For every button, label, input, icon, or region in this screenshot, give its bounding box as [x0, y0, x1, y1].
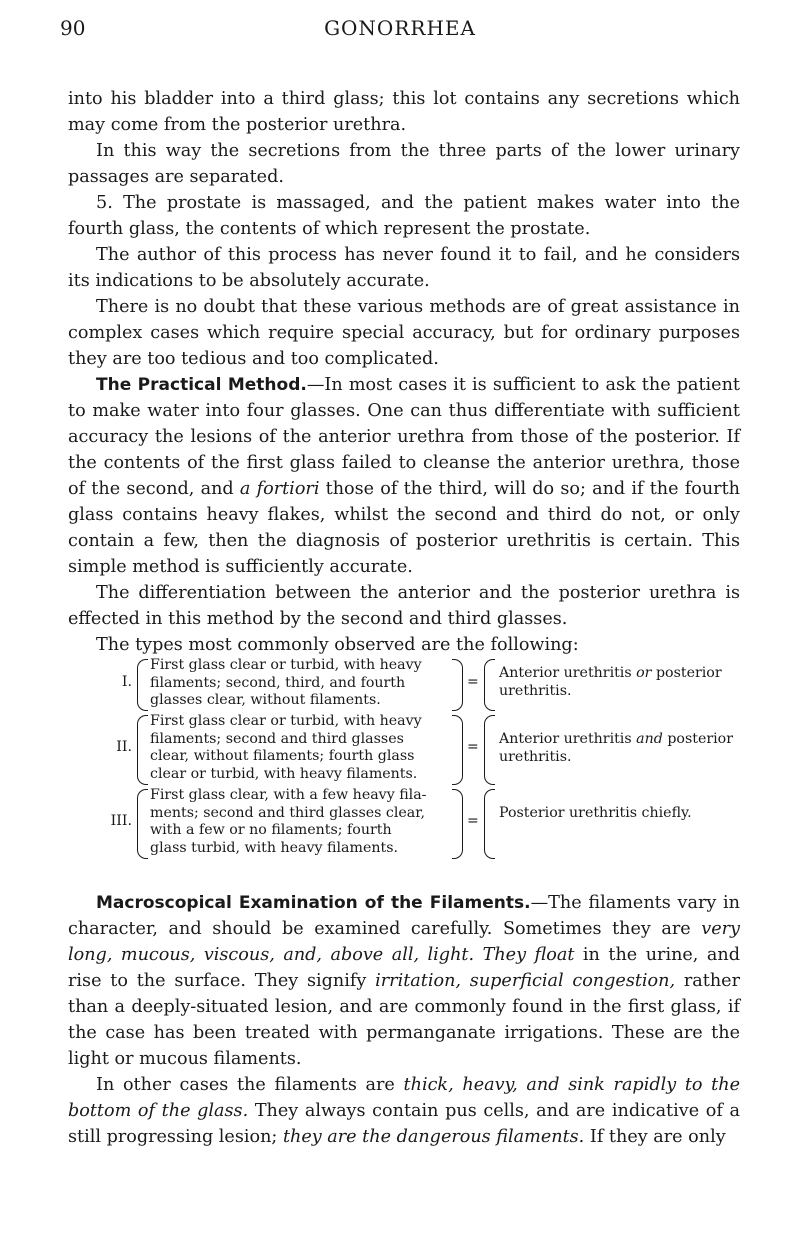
paragraph: The differentiation between the anterior and the posterior urethra is effected in this method by the second and third glasses. [68, 583, 740, 629]
row-result: Anterior urethritis or posterior urethritis. [499, 665, 722, 699]
paragraph: There is no doubt that these various methods are of great assistance in complex cases which require special accuracy, but for ordinary purposes they are too tedious and too complicated. [68, 297, 740, 369]
row-numeral: I. [121, 674, 132, 690]
result-brace [484, 715, 495, 785]
section-heading-practical: The Practical Method. [96, 375, 307, 395]
row-condition: First glass clear or turbid, with heavy filaments; second, third, and fourth glasses clear, without filaments. [150, 657, 422, 708]
running-title: GONORRHEA [324, 16, 476, 40]
page-number: 90 [60, 16, 86, 40]
body-text-top [68, 86, 740, 658]
section-heading-macroscopical: Macroscopical Examination of the Filaments. [96, 893, 531, 913]
result-brace [484, 789, 495, 859]
row-condition: First glass clear or turbid, with heavy filaments; second and third glasses clear, without filaments; fourth glass clear or turbid, with heavy filaments. [150, 713, 422, 782]
row-condition: First glass clear, with a few heavy fila- ments; second and third glasses clear, with a few or no filaments; fourth glass turbid, with heavy filaments. [150, 787, 427, 856]
equals-sign: = [467, 674, 479, 690]
result-brace [484, 659, 495, 711]
paragraph: In other cases the filaments are thick, heavy, and sink rapidly to the bottom of the glass. They always contain pus cells, and are indicative of a still progressing lesion; they are the dangerous filaments. If they are only [68, 1075, 740, 1147]
paragraph: The types most commonly observed are the following: [96, 635, 579, 655]
row-result: Anterior urethritis and posterior urethritis. [499, 731, 733, 765]
equals-sign: = [467, 739, 479, 755]
page-header [0, 10, 800, 50]
paragraph: into his bladder into a third glass; this lot contains any secretions which may come from the posterior urethra. [68, 89, 740, 135]
practical-method-paragraph: The Practical Method.—In most cases it is sufficient to ask the patient to make water into four glasses. One can thus differentiate with sufficient accuracy the lesions of the anterior urethra from those of the posterior. If the contents of the first glass failed to cleanse the anterior urethra, those of the second, and a fortiori those of the third, will do so; and if the fourth glass contains heavy flakes, whilst the second and third do not, or only contain a few, then the diagnosis of posterior urethritis is certain. This simple method is sufficiently accurate. [68, 375, 740, 577]
right-brace [452, 659, 463, 711]
right-brace [452, 715, 463, 785]
left-brace [137, 715, 148, 785]
paragraph: 5. The prostate is massaged, and the patient makes water into the fourth glass, the contents of which represent the prostate. [68, 193, 740, 239]
paragraph: In this way the secretions from the three parts of the lower urinary passages are separated. [68, 141, 740, 187]
left-brace [137, 789, 148, 859]
left-brace [137, 659, 148, 711]
table-row [102, 713, 742, 787]
body-text-bottom [68, 890, 740, 1150]
row-numeral: III. [110, 813, 132, 829]
macroscopical-paragraph: Macroscopical Examination of the Filaments.—The filaments vary in character, and should be examined carefully. Sometimes they are very long, mucous, viscous, and, above all, light. They float in the urine, and rise to the surface. They signify irritation, superficial congestion, rather than a deeply-situated lesion, and are commonly found in the first glass, if the case has been treated with permanganate irrigations. These are the light or mucous filaments. [68, 893, 740, 1069]
row-result: Posterior urethritis chiefly. [499, 805, 692, 821]
paragraph: The author of this process has never found it to fail, and he considers its indications to be absolutely accurate. [68, 245, 740, 291]
types-table [102, 657, 742, 861]
right-brace [452, 789, 463, 859]
row-numeral: II. [116, 739, 132, 755]
table-row [102, 787, 742, 861]
table-row [102, 657, 742, 713]
equals-sign: = [467, 813, 479, 829]
